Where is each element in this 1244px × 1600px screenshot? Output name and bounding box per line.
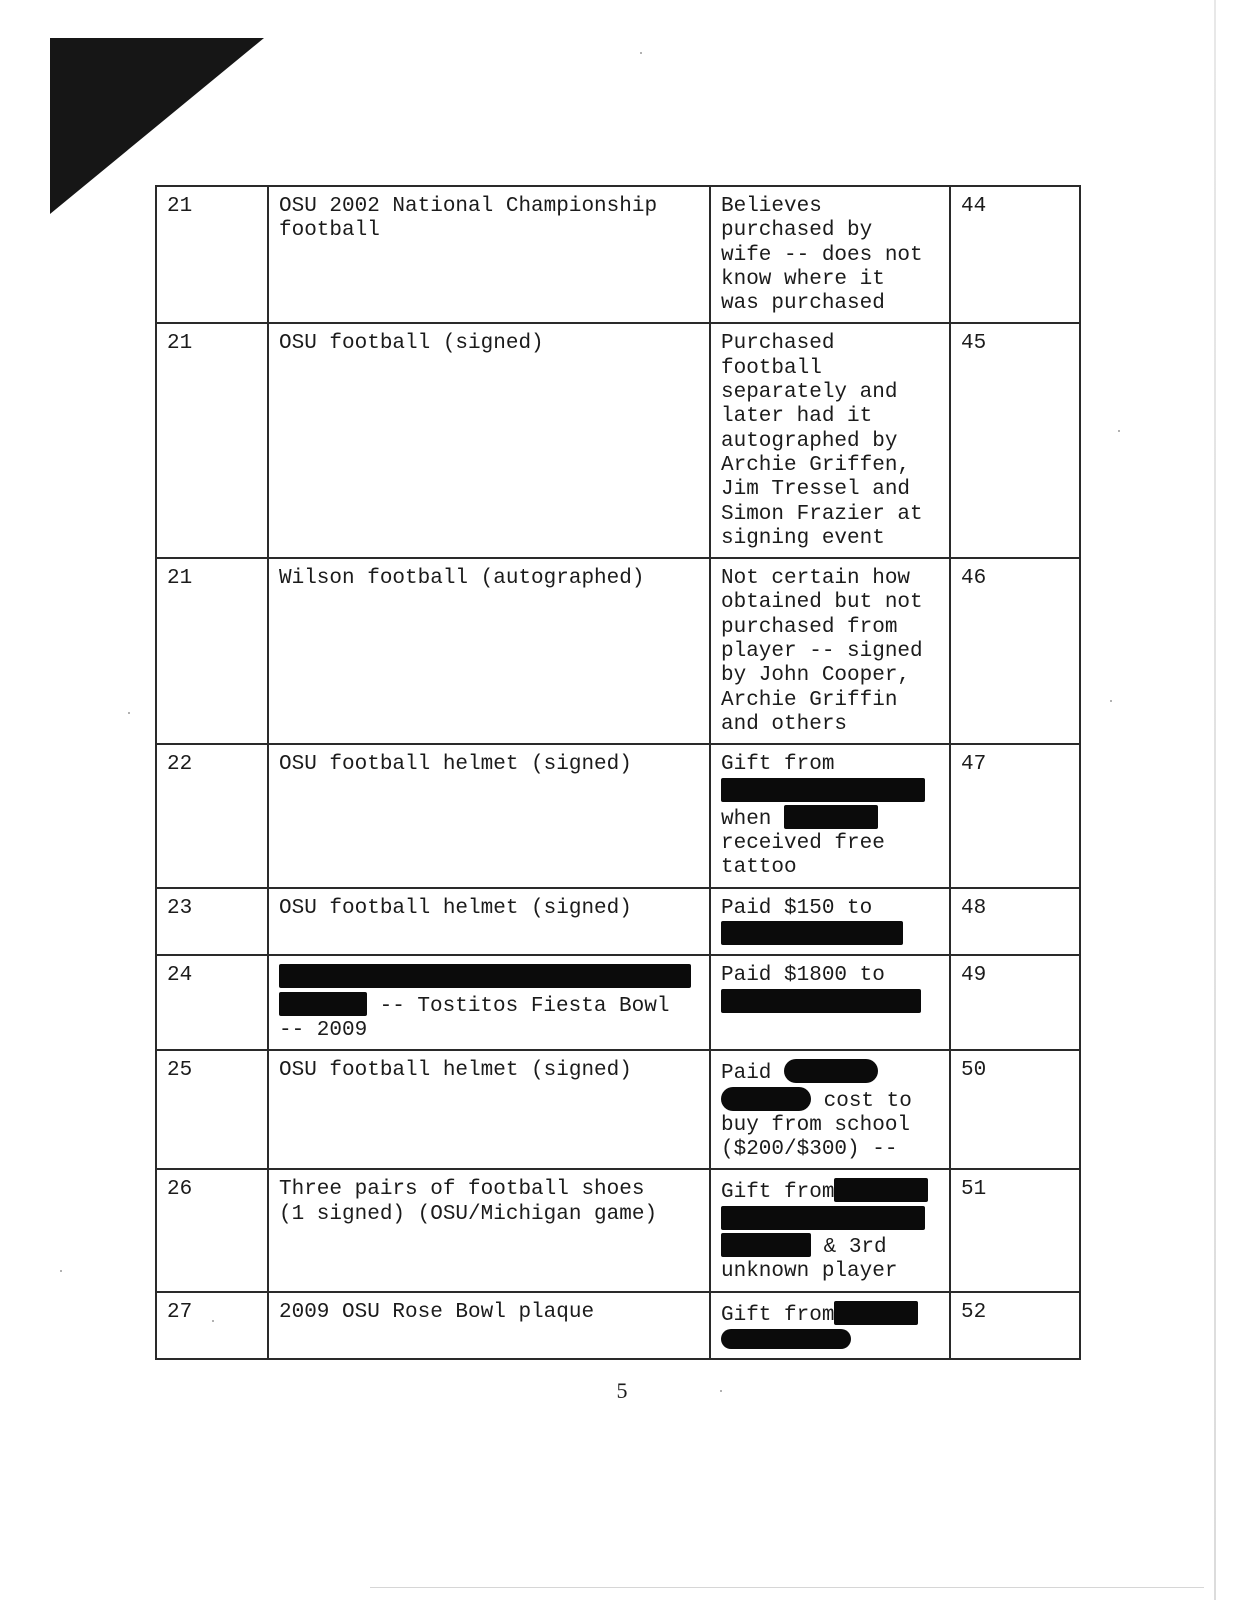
item-note xyxy=(710,888,950,956)
item-description: OSU football helmet (signed) xyxy=(268,744,710,887)
item-text: -- Tostitos Fiesta Bowl xyxy=(379,994,670,1018)
item-text: -- 2009 xyxy=(279,1018,368,1042)
item-description: OSU football (signed) xyxy=(268,323,710,558)
redaction-bar xyxy=(784,1059,878,1083)
scan-speck xyxy=(60,1270,62,1272)
redaction-bar xyxy=(834,1301,918,1325)
scan-speck xyxy=(128,712,130,714)
evidence-table xyxy=(155,185,1081,1360)
exhibit-number: 50 xyxy=(950,1050,1080,1169)
exhibit-number: 47 xyxy=(950,744,1080,887)
note-text: Paid $150 to xyxy=(721,896,873,920)
note-text: buy from school ($200/$300) -- xyxy=(721,1113,911,1162)
item-number: 21 xyxy=(156,558,268,744)
item-note xyxy=(710,744,950,887)
redaction-bar xyxy=(784,805,878,829)
table-row xyxy=(156,744,1080,887)
item-description: OSU football helmet (signed) xyxy=(268,1050,710,1169)
redaction-bar xyxy=(721,921,903,945)
table-row xyxy=(156,558,1080,744)
scan-speck xyxy=(1118,430,1120,432)
redaction-bar xyxy=(834,1178,928,1202)
exhibit-number: 48 xyxy=(950,888,1080,956)
exhibit-number: 51 xyxy=(950,1169,1080,1291)
note-text: Gift from xyxy=(721,1303,835,1327)
redaction-bar xyxy=(721,1206,925,1230)
exhibit-number: 46 xyxy=(950,558,1080,744)
item-note xyxy=(710,955,950,1050)
item-description: Wilson football (autographed) xyxy=(268,558,710,744)
item-note: Not certain how obtained but not purchased from player -- signed by John Cooper, Archie Griffin and others xyxy=(710,558,950,744)
exhibit-number: 44 xyxy=(950,186,1080,323)
redaction-bar xyxy=(721,1233,811,1257)
table-row xyxy=(156,186,1080,323)
scan-speck xyxy=(640,52,642,54)
note-text: Gift from xyxy=(721,1181,835,1205)
note-text: Paid $1800 to xyxy=(721,964,885,988)
page-edge xyxy=(1214,0,1216,1600)
table-row xyxy=(156,323,1080,558)
note-text: cost to xyxy=(823,1089,912,1113)
item-note xyxy=(710,1292,950,1360)
item-number: 23 xyxy=(156,888,268,956)
redaction-bar xyxy=(279,992,367,1016)
redaction-bar xyxy=(721,1329,851,1349)
redaction-bar xyxy=(721,1087,811,1111)
scan-speck xyxy=(720,1390,722,1392)
note-text: Gift from xyxy=(721,753,835,777)
item-note xyxy=(710,1169,950,1291)
note-text: Paid xyxy=(721,1062,772,1086)
redaction-bar xyxy=(721,989,921,1013)
scan-speck xyxy=(1110,700,1112,702)
item-note: Believes purchased by wife -- does not know where it was purchased xyxy=(710,186,950,323)
item-number: 24 xyxy=(156,955,268,1050)
note-text: when xyxy=(721,807,772,831)
note-text: & 3rd xyxy=(823,1235,887,1259)
item-number: 21 xyxy=(156,323,268,558)
item-description: OSU football helmet (signed) xyxy=(268,888,710,956)
item-number: 22 xyxy=(156,744,268,887)
item-note: Purchased football separately and later had it autographed by Archie Griffen, Jim Tressel and Simon Frazier at signing event xyxy=(710,323,950,558)
page-edge xyxy=(370,1587,1204,1588)
item-number: 21 xyxy=(156,186,268,323)
note-text: unknown player xyxy=(721,1260,898,1284)
item-description: 2009 OSU Rose Bowl plaque xyxy=(268,1292,710,1360)
item-number: 26 xyxy=(156,1169,268,1291)
table-row xyxy=(156,1292,1080,1360)
exhibit-number: 49 xyxy=(950,955,1080,1050)
table-row xyxy=(156,1169,1080,1291)
redaction-bar xyxy=(721,778,925,802)
item-number: 27 xyxy=(156,1292,268,1360)
item-description xyxy=(268,955,710,1050)
exhibit-number: 45 xyxy=(950,323,1080,558)
table-row xyxy=(156,888,1080,956)
table-row xyxy=(156,955,1080,1050)
redaction-bar xyxy=(279,964,691,988)
exhibit-number: 52 xyxy=(950,1292,1080,1360)
item-description: Three pairs of football shoes (1 signed) (OSU/Michigan game) xyxy=(268,1169,710,1291)
note-text: received free tattoo xyxy=(721,832,885,880)
item-description: OSU 2002 National Championship football xyxy=(268,186,710,323)
scan-speck xyxy=(212,1320,214,1322)
page-number: 5 xyxy=(616,1378,628,1403)
item-number: 25 xyxy=(156,1050,268,1169)
item-note xyxy=(710,1050,950,1169)
table-row xyxy=(156,1050,1080,1169)
